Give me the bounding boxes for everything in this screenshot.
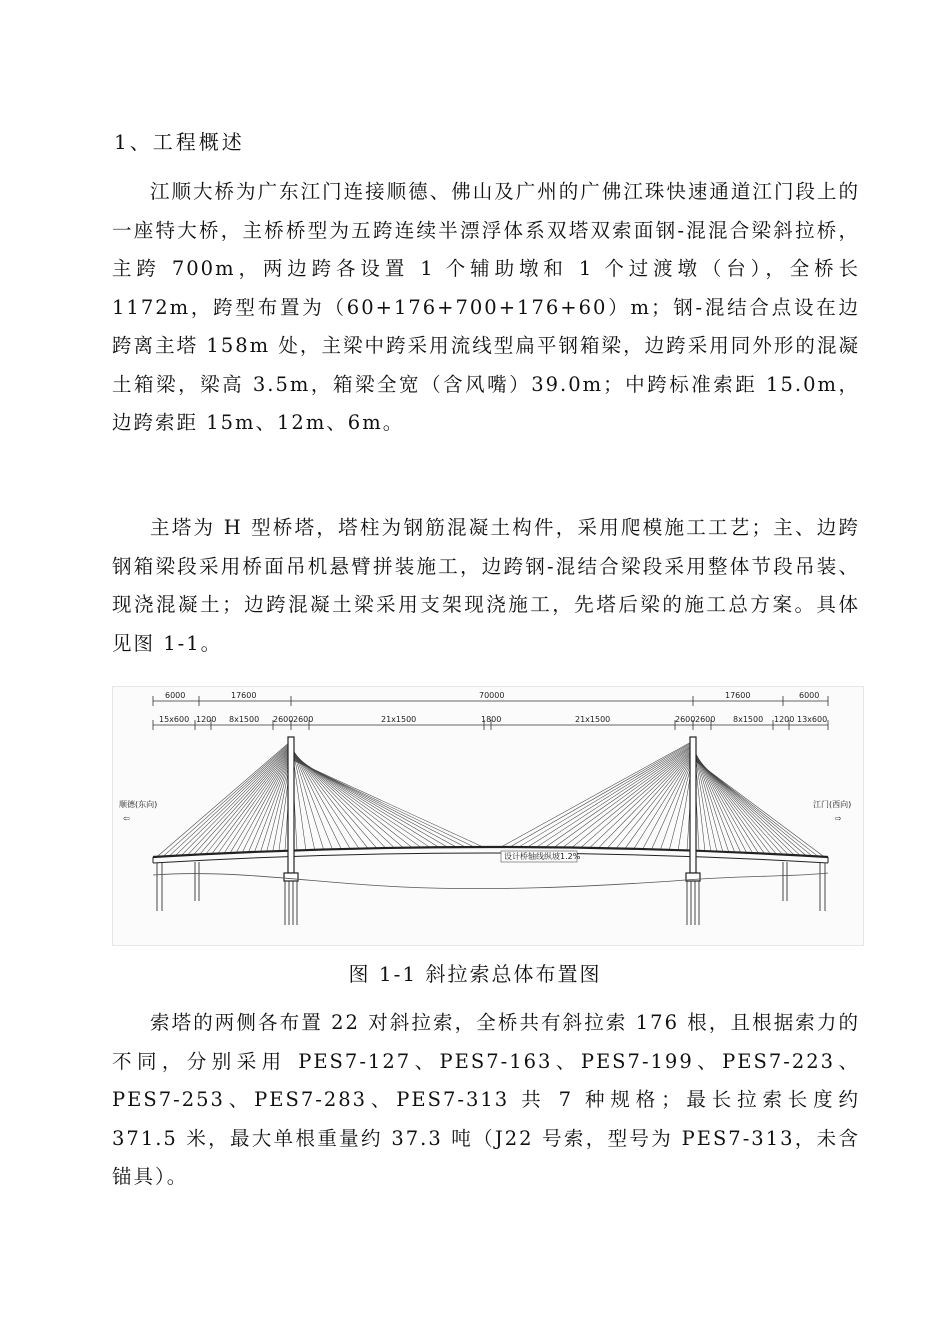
riverbed-line bbox=[153, 873, 828, 889]
right-direction-label: 江门(西向) bbox=[813, 800, 852, 809]
stay-cable bbox=[581, 749, 693, 848]
bridge-elevation-drawing bbox=[113, 687, 863, 945]
stay-cable bbox=[248, 755, 291, 853]
dim-top-a: 6000 bbox=[165, 691, 186, 700]
stay-cable bbox=[554, 746, 693, 847]
piers-and-piles bbox=[157, 862, 825, 925]
stay-cable bbox=[181, 745, 291, 856]
deck-grade-label: 设计桥轴线纵坡1.2% bbox=[504, 852, 581, 861]
bridge-layout-figure bbox=[112, 686, 864, 946]
stay-cable bbox=[625, 754, 693, 849]
stay-cables bbox=[157, 741, 824, 857]
dim-bottom-m: 13x600 bbox=[797, 715, 828, 724]
bridge-deck bbox=[153, 847, 828, 863]
stay-cable bbox=[212, 749, 291, 854]
dim-bottom-e: 2600 bbox=[293, 715, 314, 724]
stay-cable bbox=[693, 759, 818, 856]
left-direction-label: 顺德(东向) bbox=[119, 800, 158, 809]
stay-cable bbox=[598, 751, 693, 848]
paragraph-overview: 江顺大桥为广东江门连接顺德、佛山及广州的广佛江珠快速通道江门段上的一座特大桥，主桥桥型为五跨连续半漂浮体系双塔双索面钢-混混合梁斜拉桥，主跨 700m，两边跨各设置 1 个辅助墩和 1 个过渡墩（台），全桥长 1172m，跨型布置为（60+176+700+176+60）m；钢-混结合点设在边跨离主塔 158m 处，主梁中跨采用流线型扁平钢箱梁，边跨采用同外形的混凝土箱梁，梁高 3.5m，箱梁全宽（含风嘴）39.0m；中跨标准索距 15.0m，边跨索距 15m、12m、6m。 bbox=[112, 180, 860, 434]
stay-cable bbox=[510, 742, 693, 847]
right-arrow-icon: ⇨ bbox=[835, 814, 842, 823]
stay-cable bbox=[200, 747, 291, 854]
dim-bottom-f: 21x1500 bbox=[381, 715, 417, 724]
stay-cable bbox=[528, 744, 693, 847]
dim-bottom-a: 15x600 bbox=[159, 715, 190, 724]
section-heading: 1、工程概述 bbox=[114, 130, 245, 154]
stay-cable bbox=[236, 753, 291, 853]
dim-top-e: 6000 bbox=[799, 691, 820, 700]
dim-bottom-c: 8x1500 bbox=[229, 715, 260, 724]
dim-bottom-h: 21x1500 bbox=[575, 715, 611, 724]
stay-cable bbox=[616, 753, 693, 849]
dim-bottom-k: 8x1500 bbox=[733, 715, 764, 724]
dimension-lines bbox=[153, 696, 828, 730]
dim-bottom-d: 2600 bbox=[273, 715, 294, 724]
stay-cable bbox=[242, 754, 291, 853]
dim-bottom-j: 2600 bbox=[695, 715, 716, 724]
stay-cable bbox=[157, 741, 291, 857]
dim-top-d: 17600 bbox=[725, 691, 751, 700]
main-towers bbox=[284, 737, 700, 881]
stay-cable bbox=[169, 743, 291, 856]
paragraph-stay-cables: 索塔的两侧各布置 22 对斜拉索，全桥共有斜拉索 176 根，且根据索力的不同，分别采用 PES7-127、PES7-163、PES7-199、PES7-223、PES7-253、PES7-283、PES7-313 共 7 种规格；最长拉索长度约 371.5 米，最大单根重量约 37.3 吨（J22 号索，型号为 PES7-313，未含锚具）。 bbox=[112, 1011, 860, 1188]
dim-bottom-i: 2600 bbox=[675, 715, 696, 724]
stay-cable bbox=[693, 759, 824, 857]
dim-bottom-l: 1200 bbox=[774, 715, 795, 724]
stay-cable bbox=[206, 748, 291, 854]
dim-bottom-b: 1200 bbox=[196, 715, 217, 724]
left-arrow-icon: ⇦ bbox=[123, 814, 130, 823]
figure-caption: 图 1-1 斜拉索总体布置图 bbox=[348, 962, 602, 986]
stay-cable bbox=[536, 745, 693, 848]
dim-top-c: 70000 bbox=[479, 691, 505, 700]
dim-top-b: 17600 bbox=[231, 691, 257, 700]
dim-bottom-g: 1800 bbox=[481, 715, 502, 724]
paragraph-construction: 主塔为 H 型桥塔，塔柱为钢筋混凝土构件，采用爬模施工工艺；主、边跨钢箱梁段采用桥面吊机悬臂拼装施工，边跨钢-混结合梁段采用整体节段吊装、现浇混凝土；边跨混凝土梁采用支架现浇施工，先塔后梁的施工总方案。具体见图 1-1。 bbox=[112, 516, 860, 655]
stay-cable bbox=[194, 746, 291, 854]
stay-cable bbox=[643, 755, 693, 849]
